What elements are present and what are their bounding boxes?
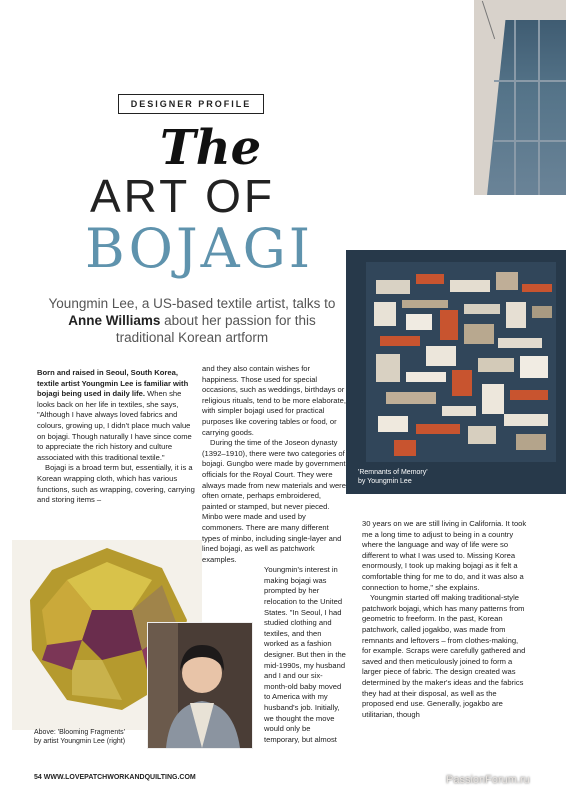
author-name: Anne Williams xyxy=(68,313,161,328)
section-badge: DESIGNER PROFILE xyxy=(118,94,264,114)
quilt-caption: 'Remnants of Memory' by Youngmin Lee xyxy=(358,469,428,485)
watermark: PassionForum.ru xyxy=(446,774,530,786)
page-footer: 54 WWW.LOVEPATCHWORKANDQUILTING.COM xyxy=(34,774,196,781)
hanging-quilt-photo xyxy=(474,0,566,195)
title-line-2: ART OF xyxy=(90,170,275,222)
lead-paragraph-bold: Born and raised in Seoul, South Korea, textile artist Youngmin Lee is familiar with bojagi being used in daily life. xyxy=(37,368,189,399)
portrait-youngmin-lee xyxy=(147,622,253,749)
title-line-1: The xyxy=(160,120,262,176)
quilt-photo-remnants-of-memory xyxy=(346,250,566,494)
article-column-3: 30 years on we are still living in California. It took me a long time to adjust to being in a country where the language and way of life were so different to what I was used to. Missing Korea enormously, I took up making bojagi as it felt a comfortable thing for me to do, and it was also a connection to home," she explains. Youngmin started off making traditional-style patchwork bojagi, which has many patterns from geometric to freeform. In the past, Korean patchwork, called jogakbo, was made from remnants and leftovers – from clothes-making, for example. Scraps were carefully gathered and saved and then meticulously joined to form a larger piece of fabric. The design created was determined by the maker's ideas and the fabrics they had at their disposal, as well as the proposed end use. Generally, jogakbo are utilitarian, though xyxy=(362,519,527,719)
title-line-3: BOJAGI xyxy=(85,217,314,280)
artwork-caption: Above: 'Blooming Fragments' by artist Youngmin Lee (right) xyxy=(34,729,126,745)
standfirst: Youngmin Lee, a US-based textile artist, talks to Anne Williams about her passion for this traditional Korean artform xyxy=(48,296,336,345)
article-column-2: and they also contain wishes for happiness. Those used for special occasions, such as weddings, birthdays or religious rituals, tend to be more elaborate, with simpler bojagi used for practical purposes like covering tables or food, or carrying goods. During the time of the Joseon dynasty (1392–1910), there were two categories of bojagi. Gungbo were made by government officials for the Royal Court. They were always made from new materials and were often ornate, perhaps embroidered, painted or stamped, but never pieced. Minbo were made and used by commoners. There are many different types of minbo, including single-layer and lined bojagi, as well as patchwork examples. Youngmin's interest in making bojagi was prompted by her relocation to the United States. "In Seoul, I had studied clothing and textiles, and then worked as a fashion designer. But then in the mid-1990s, my husband and I and our six-month-old baby moved to America with my husband's job. Initially, we thought the move would only be temporary, but almost xyxy=(202,364,346,744)
article-column-1: Born and raised in Seoul, South Korea, textile artist Youngmin Lee is familiar with bojagi being used in daily life. When she looks back on her life in textiles, she says, "Although I have always loved fabrics and colours, growing up, I didn't place much value on bojagi. Though naturally I have since come to appreciate the rich history and culture associated with this traditional textile." Bojagi is a broad term but, essentially, it is a Korean wrapping cloth, which has various functions, such as wrapping, covering, carrying and storing items – xyxy=(37,368,195,505)
